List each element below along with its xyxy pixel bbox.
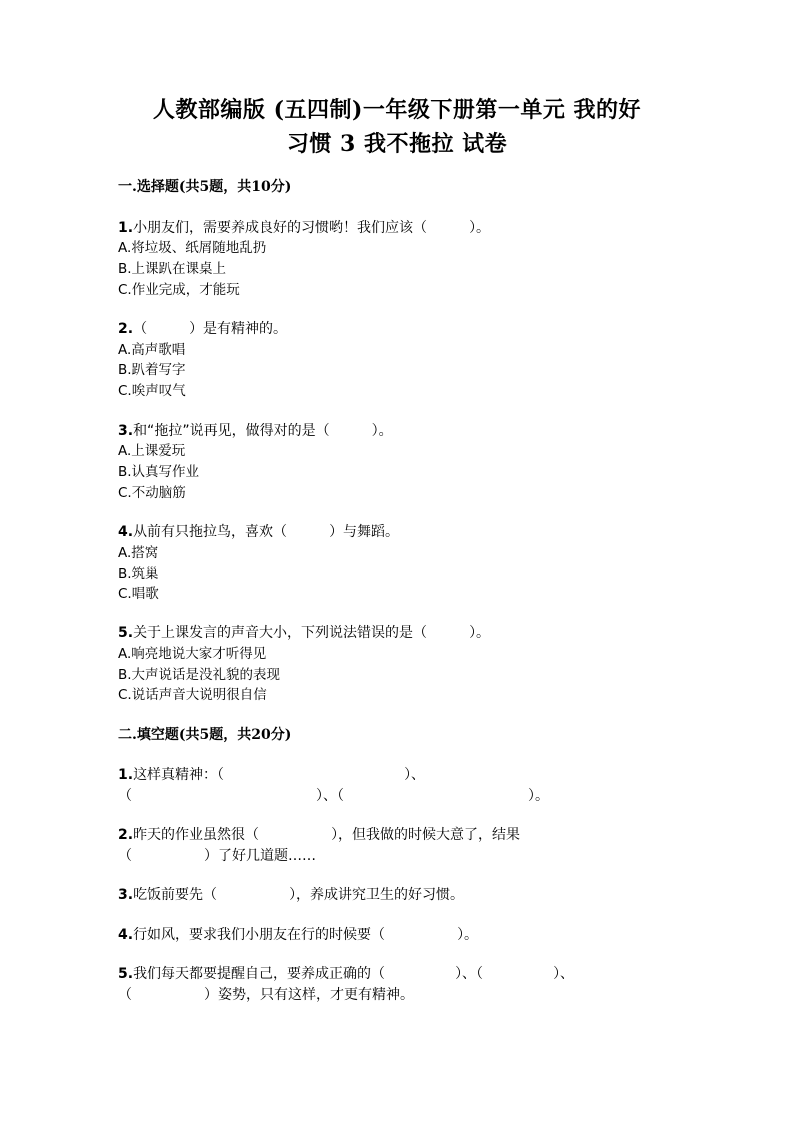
question-5-option-a: A.响亮地说大家才听得见	[118, 646, 267, 662]
question-number: 5.	[118, 966, 134, 982]
question-text: 吃饭前要先（	[133, 887, 218, 903]
fill-question-5-line-1	[118, 964, 574, 984]
question-4-option-c: C.唱歌	[118, 586, 159, 602]
question-text: ）、（	[455, 966, 484, 982]
question-text: 昨天的作业虽然很（	[133, 827, 260, 843]
question-5-option-b: B.大声说话是没礼貌的表现	[118, 667, 281, 683]
question-text: ）。	[469, 625, 491, 641]
question-text: ），养成讲究卫生的好习惯。	[289, 887, 465, 903]
question-text: 我们每天都要提醒自己，要养成正确的（	[133, 966, 386, 982]
question-3-option-a: A.上课爱玩	[118, 443, 186, 459]
fill-question-1-line-1	[118, 765, 425, 785]
question-text: ）。	[469, 220, 491, 236]
question-text: ），但我做的时候大意了，结果	[331, 827, 521, 843]
question-number: 2.	[118, 321, 134, 337]
question-4-option-b: B.筑巢	[118, 566, 159, 582]
fill-question-1-line-2	[118, 786, 549, 806]
fill-question-5-line-2	[118, 985, 414, 1005]
question-text: （	[118, 848, 132, 864]
question-text: ）、	[553, 966, 575, 982]
question-text: ）。	[457, 927, 479, 943]
question-text: ）、	[404, 767, 426, 783]
question-4-option-a: A.搭窝	[118, 545, 159, 561]
question-text: 从前有只拖拉鸟，喜欢（	[133, 524, 288, 540]
question-text: ）、（	[316, 788, 344, 804]
question-text: （	[118, 788, 132, 804]
fill-question-3	[118, 885, 464, 905]
question-text: ）是有精神的。	[189, 321, 288, 337]
exam-title-line-1: 人教部编版 (五四制)一年级下册第一单元 我的好	[152, 97, 642, 123]
question-number: 2.	[118, 827, 134, 843]
question-1-option-b: B.上课趴在课桌上	[118, 261, 227, 277]
question-4-stem	[118, 522, 399, 542]
question-number: 3.	[118, 423, 134, 439]
question-2-stem	[118, 319, 287, 339]
question-text: 关于上课发言的声音大小，下列说法错误的是（	[133, 625, 428, 641]
question-text: 这样真精神：（	[133, 767, 225, 783]
question-3-stem	[118, 421, 393, 441]
section-heading-fill-blank: 二.填空题(共5题，共20分)	[118, 727, 292, 743]
question-1-stem	[118, 218, 490, 238]
question-text: ）了好几道题……	[204, 848, 316, 864]
question-number: 1.	[118, 767, 134, 783]
question-number: 1.	[118, 220, 134, 236]
question-3-option-c: C.不动脑筋	[118, 485, 186, 501]
fill-question-2-line-1	[118, 825, 520, 845]
question-number: 4.	[118, 927, 134, 943]
fill-question-2-line-2	[118, 846, 316, 866]
question-number: 4.	[118, 524, 134, 540]
question-number: 5.	[118, 625, 134, 641]
fill-question-4	[118, 925, 478, 945]
question-5-option-c: C.说话声音大说明很自信	[118, 687, 267, 703]
exam-title-line-2: 习惯 3 我不拖拉 试卷	[286, 131, 508, 157]
question-5-stem	[118, 623, 490, 643]
question-1-option-a: A.将垃圾、纸屑随地乱扔	[118, 240, 267, 256]
question-text: 行如风，要求我们小朋友在行的时候要（	[133, 927, 386, 943]
question-text: ）。	[371, 423, 393, 439]
question-3-option-b: B.认真写作业	[118, 464, 200, 480]
question-2-option-b: B.趴着写字	[118, 362, 186, 378]
question-text: 和“拖拉”说再见，做得对的是（	[133, 423, 330, 439]
question-text: ）与舞蹈。	[329, 524, 400, 540]
question-number: 3.	[118, 887, 134, 903]
question-2-option-c: C.唉声叹气	[118, 383, 186, 399]
question-text: （	[133, 321, 148, 337]
question-2-option-a: A.高声歌唱	[118, 342, 186, 358]
question-text: ）。	[528, 788, 549, 804]
question-text: 小朋友们，需要养成良好的习惯哟！我们应该（	[133, 220, 428, 236]
question-text: （	[118, 987, 132, 1003]
question-text: ）姿势，只有这样，才更有精神。	[204, 987, 414, 1003]
section-heading-choice: 一.选择题(共5题，共10分)	[118, 179, 292, 195]
question-1-option-c: C.作业完成，才能玩	[118, 282, 240, 298]
